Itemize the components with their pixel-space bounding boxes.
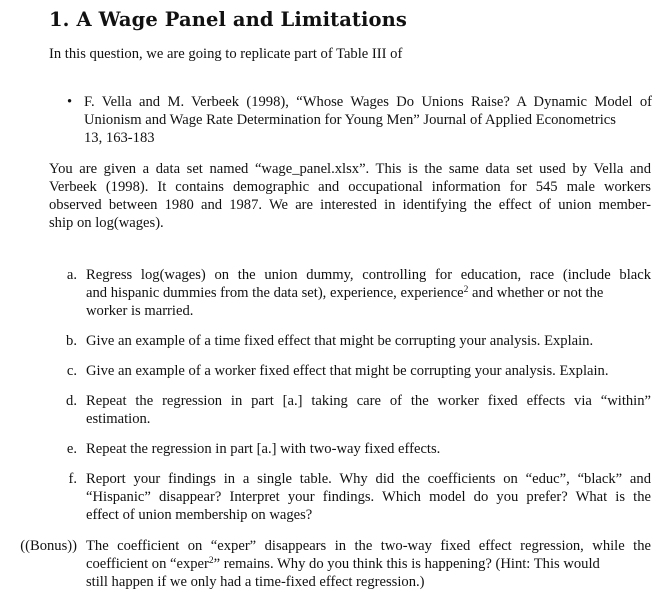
reference-citation (84, 93, 652, 147)
question-line: The coefficient on “exper” disappears in the two-way fixed effect regression, while the (86, 538, 651, 554)
question-body (86, 537, 651, 591)
question-line-text: ” remains. Why do you think this is happening? (Hint: This would (213, 556, 600, 572)
dataset-paragraph (49, 160, 651, 232)
question-label: ((Bonus)) (20, 538, 77, 554)
question-line: “Hispanic” disappear? Interpret your findings. Which model do you prefer? What is the (86, 489, 651, 505)
question-line-text: and hispanic dummies from the data set), experience, experience (86, 285, 464, 301)
superscript: 2 (208, 556, 214, 566)
paragraph-line: You are given a data set named “wage_panel.xlsx”. This is the same data set used by Vella and (49, 161, 651, 177)
question-label: d. (66, 393, 77, 409)
question-line-text: and whether or not the (468, 285, 604, 301)
question-line: Give an example of a time fixed effect that might be corrupting your analysis. Explain. (86, 333, 594, 349)
paragraph-line: Verbeek (1998). It contains demographic and occupational information for 545 male workers (49, 179, 651, 195)
question-line: Regress log(wages) on the union dummy, controlling for education, race (include black (86, 267, 651, 283)
question-body (86, 392, 651, 428)
question-label: e. (66, 441, 77, 457)
question-line-text: coefficient on “exper (86, 556, 209, 572)
question-body (86, 332, 651, 350)
question-line: estimation. (86, 411, 151, 427)
intro-text: In this question, we are going to replicate part of Table III of (49, 46, 403, 62)
question-body (86, 266, 651, 320)
question-body (86, 470, 651, 524)
paragraph-line: observed between 1980 and 1987. We are interested in identifying the effect of union member- (49, 197, 651, 213)
question-body (86, 362, 651, 380)
question-line (86, 284, 651, 302)
question-label: a. (66, 267, 77, 283)
superscript: 2 (463, 285, 469, 295)
reference-line: F. Vella and M. Verbeek (1998), “Whose Wages Do Unions Raise? A Dynamic Model of (84, 94, 652, 110)
question-line: worker is married. (86, 303, 194, 319)
question-line (86, 555, 651, 573)
section-title: 1. A Wage Panel and Limitations (49, 8, 408, 31)
question-line: still happen if we only had a time-fixed effect regression.) (86, 574, 425, 590)
question-line: Repeat the regression in part [a.] with two-way fixed effects. (86, 441, 441, 457)
question-label: c. (66, 363, 77, 379)
question-body (86, 440, 651, 458)
question-line: Repeat the regression in part [a.] taking care of the worker fixed effects via “within” (86, 393, 651, 409)
paragraph-line: ship on log(wages). (49, 215, 164, 231)
bullet-dot-icon: • (67, 94, 73, 110)
question-label: f. (68, 471, 77, 487)
reference-line: Unionism and Wage Rate Determination for Young Men” Journal of Applied Econometrics (84, 112, 616, 128)
question-line: Give an example of a worker fixed effect that might be corrupting your analysis. Explain. (86, 363, 609, 379)
question-line: effect of union membership on wages? (86, 507, 313, 523)
reference-line: 13, 163-183 (84, 130, 155, 146)
question-label: b. (66, 333, 77, 349)
question-line: Report your findings in a single table. Why did the coefficients on “educ”, “black” and (86, 471, 651, 487)
